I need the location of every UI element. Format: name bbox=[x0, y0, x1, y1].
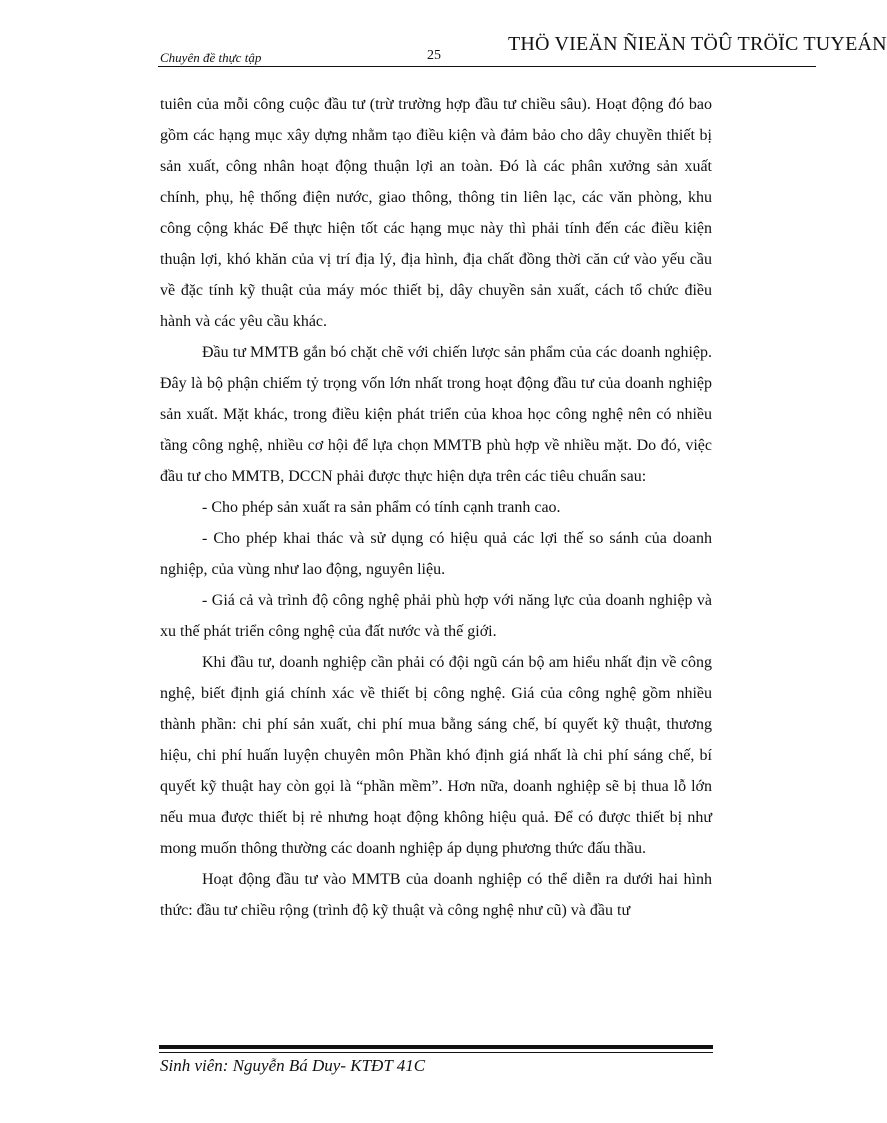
footer-divider-thin bbox=[159, 1052, 713, 1053]
header-divider bbox=[158, 66, 816, 67]
paragraph: Hoạt động đầu tư vào MMTB của doanh nghiệp có thể diễn ra dưới hai hình thức: đầu tư chiều rộng (trình độ kỹ thuật và công nghệ như cũ) và đầu tư bbox=[160, 871, 712, 919]
library-header-text: THÖ VIEÄN ÑIEÄN TÖÛ TRÖÏC TUYEÁN bbox=[508, 33, 887, 55]
paragraph: Đầu tư MMTB gắn bó chặt chẽ với chiến lược sản phẩm của các doanh nghiệp. Đây là bộ phận chiếm tỷ trọng vốn lớn nhất trong hoạt động đầu tư của doanh nghiệp sản xuất. Mặt khác, trong điều kiện phát triển của khoa học công nghệ nên có nhiều tầng công nghệ, nhiều cơ hội để lựa chọn MMTB phù hợp về nhiều mặt. Do đó, việc đầu tư cho MMTB, DCCN phải được thực hiện dựa trên các tiêu chuẩn sau: bbox=[160, 344, 712, 485]
paragraph: tuiên của mỗi công cuộc đầu tư (trừ trường hợp đầu tư chiều sâu). Hoạt động đó bao gồm các hạng mục xây dựng nhằm tạo điều kiện và đảm bảo cho dây chuyền thiết bị sản xuất, công nhân hoạt động thuận lợi an toàn. Đó là các phân xưởng sản xuất chính, phụ, hệ thống điện nước, giao thông, thông tin liên lạc, các văn phòng, khu công cộng khác Để thực hiện tốt các hạng mục này thì phải tính đến các điều kiện thuận lợi, khó khăn của vị trí địa lý, địa hình, địa chất đồng thời căn cứ vào yếu cầu về đặc tính kỹ thuật của máy móc thiết bị, dây chuyền sản xuất, cách tổ chức điều hành và các yêu cầu khác. bbox=[160, 96, 712, 330]
criteria-item: - Cho phép khai thác và sử dụng có hiệu quả các lợi thế so sánh của doanh nghiệp, của vùng như lao động, nguyên liệu. bbox=[160, 530, 712, 578]
page-header bbox=[0, 0, 887, 80]
paragraph: Khi đầu tư, doanh nghiệp cần phải có đội ngũ cán bộ am hiểu nhất địn về công nghệ, biết định giá chính xác về thiết bị công nghệ. Giá của công nghệ gồm nhiều thành phần: chi phí sản xuất, chi phí mua bằng sáng chế, bí quyết kỹ thuật, thương hiệu, chi phí huấn luyện chuyên môn Phần khó định giá nhất là chi phí sáng chế, bí quyết kỹ thuật hay còn gọi là “phần mềm”. Hơn nữa, doanh nghiệp sẽ bị thua lỗ lớn nếu mua được thiết bị rẻ nhưng hoạt động không hiệu quả. Để có được thiết bị như mong muốn thông thường các doanh nghiệp áp dụng phương thức đấu thầu. bbox=[160, 654, 712, 857]
criteria-item: - Giá cả và trình độ công nghệ phải phù hợp với năng lực của doanh nghiệp và xu thế phát triển công nghệ của đất nước và thế giới. bbox=[160, 592, 712, 640]
criteria-item: - Cho phép sản xuất ra sản phẩm có tính cạnh tranh cao. bbox=[202, 499, 561, 516]
footer-divider-thick bbox=[159, 1045, 713, 1049]
page-number: 25 bbox=[427, 48, 441, 63]
document-body bbox=[160, 89, 712, 926]
document-type-label: Chuyên đề thực tập bbox=[160, 50, 262, 65]
footer-author-line: Sinh viên: Nguyễn Bá Duy- KTĐT 41C bbox=[160, 1056, 426, 1075]
